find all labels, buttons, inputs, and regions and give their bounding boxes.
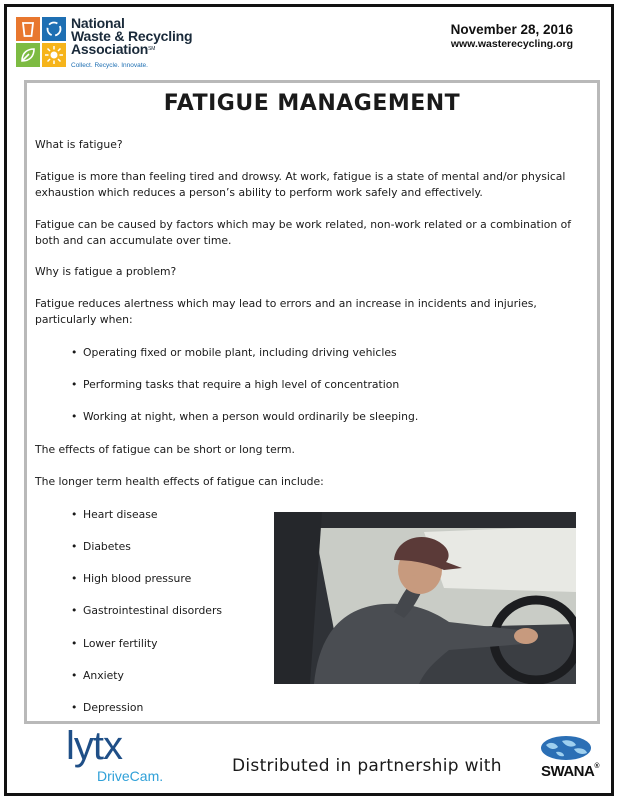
tagline: Collect. Recycle. Innovate.: [71, 62, 148, 69]
heading-what-is-fatigue: What is fatigue?: [35, 138, 123, 151]
list-item: • Performing tasks that require a high level of concentration: [71, 377, 399, 393]
drivecam-mark: .: [159, 768, 164, 784]
list-item: • High blood pressure: [71, 571, 191, 587]
recycle-icon: [42, 17, 66, 41]
list-item: • Operating fixed or mobile plant, including driving vehicles: [71, 345, 397, 361]
header-info: [451, 22, 573, 51]
swana-logo: [541, 763, 599, 780]
tired-driver-photo: [274, 512, 576, 684]
drivecam-logo: [97, 768, 163, 784]
website-link[interactable]: www.wasterecycling.org: [450, 38, 573, 50]
list-item: • Lower fertility: [71, 636, 158, 652]
registered-mark: ®: [594, 763, 600, 770]
list-item: • Depression: [71, 700, 143, 716]
nwra-logo: [16, 17, 66, 67]
list-item: • Gastrointestinal disorders: [71, 603, 222, 619]
article-box: [24, 80, 600, 724]
paragraph-definition: Fatigue is more than feeling tired and drowsy. At work, fatigue is a state of mental and/or physical exhaustion which reduces a person’s ability to perform work safely and effectively.: [35, 170, 566, 199]
list-item: • Working at night, when a person would ordinarily be sleeping.: [71, 409, 418, 425]
paragraph-alertness: Fatigue reduces alertness which may lead to errors and an increase in incidents and injuries, particularly when:: [35, 297, 537, 326]
globe-icon: [540, 735, 592, 761]
paragraph-causes: Fatigue can be caused by factors which may be work related, non-work related or a combination of both and can accumulate over time.: [35, 218, 572, 247]
service-mark: SM: [148, 46, 156, 52]
org-name: [71, 17, 221, 56]
drivecam-text: DriveCam: [97, 768, 160, 784]
page-title: FATIGUE MANAGEMENT: [163, 91, 461, 116]
date: November 28, 2016: [450, 22, 573, 37]
swana-text: SWANA: [541, 763, 595, 780]
sun-icon: [42, 43, 66, 67]
org-name-line2: Waste & Recycling: [71, 28, 193, 44]
leaf-icon: [16, 43, 40, 67]
cup-icon: [16, 17, 40, 41]
list-item: • Heart disease: [71, 507, 158, 523]
list-item: • Diabetes: [71, 539, 131, 555]
lytx-logo: lytx: [66, 724, 122, 768]
list-item: • Anxiety: [71, 668, 124, 684]
org-name-line1: National: [71, 15, 125, 31]
heading-long-term: The longer term health effects of fatigue can include:: [35, 475, 324, 488]
paragraph-effects: The effects of fatigue can be short or long term.: [35, 443, 295, 456]
org-name-line3: Association: [71, 41, 149, 57]
heading-why-problem: Why is fatigue a problem?: [35, 265, 177, 278]
partnership-text: Distributed in partnership with: [232, 756, 502, 776]
